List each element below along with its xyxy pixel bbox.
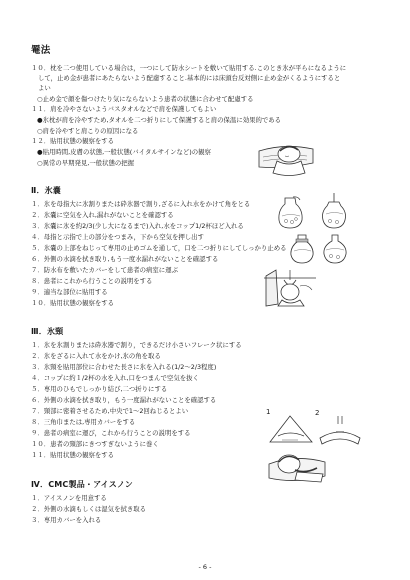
list-item: ３．専用カバーを入れる	[31, 516, 102, 524]
list-item: ９．適当な部位に貼用する	[31, 288, 108, 296]
list-item: １．氷を母指大に氷割りまたは砕氷器で割り,ざるに入れ水をかけて角をとる	[31, 200, 251, 208]
ice-bag-filled-illustration	[320, 233, 350, 265]
intro-line: ○異常の早期発見,一般状態の把握	[37, 159, 135, 167]
intro-line: ○肩を冷やすと肩こりの原因になる	[37, 127, 139, 135]
ice-neck-patient-illustration	[265, 446, 331, 486]
list-item: ２．氷嚢に空気を入れ,漏れがないことを確認する	[31, 211, 174, 219]
list-item: １．アイスノンを用意する	[31, 494, 107, 502]
list-item: ３．氷頸を貼用部位に合わせた長さに氷を入れる(1/2〜2/3程度)	[31, 363, 217, 371]
list-item: ９．患者の病室に運び，これから行うことの説明をする	[31, 429, 191, 437]
section-heading: Ⅲ．氷頸	[31, 327, 64, 336]
list-item: ２．外側の水滴もしくは湿気を拭き取る	[31, 505, 147, 513]
list-item: ４．コップに約１/2杯の水を入れ,口をつまんで空気を抜く	[31, 374, 199, 382]
figure-label: 1	[266, 408, 271, 416]
list-item: ６．外側の水滴を拭き取り，もう一度漏れがないことを確認する	[31, 396, 217, 404]
list-item: ５．氷嚢の上部をねじって専用の止めゴムを通して，口を二つ折りにしてしっかり止める	[31, 244, 287, 252]
list-item: ７．頸部に密着させるため,中央で1〜2回ねじるとよい	[31, 407, 189, 415]
ice-bag-tied-illustration	[319, 192, 349, 230]
intro-line: ●氷枕が肩を冷やすため,タオルを二つ折りにして保護すると肩の保温に効果的である	[37, 116, 282, 124]
section-heading: Ⅳ．CMC製品・アイスノン	[31, 480, 133, 489]
intro-line: １２．貼用状態の観察をする	[31, 137, 115, 145]
list-item: １０．貼用状態の観察をする	[31, 299, 115, 307]
ice-bag-forehead-illustration	[260, 268, 322, 308]
figure-label: 2	[315, 409, 320, 417]
intro-line: １１．肩を冷やさないようバスタオルなどで肩を保護してもよい	[31, 105, 217, 113]
intro-line: ○止め金で顔を傷つけたり気にならないよう患者の状態に合わせて配慮する	[37, 95, 254, 103]
intro-line: よい	[38, 84, 51, 92]
list-item: ８．三角巾または,専用カバーをする	[31, 418, 136, 426]
list-item: ６．外側の水滴を拭き取り,もう一度水漏れがないことを確認する	[31, 255, 219, 263]
list-item: １０．患者の頸部にきつすぎないように巻く	[31, 440, 159, 448]
list-item: １１．貼用状態の観察をする	[31, 451, 115, 459]
intro-line: ●貼用時間,皮膚の状態,一般状態(バイタルサインなど)の観察	[37, 148, 211, 156]
page-number: - 6 -	[198, 563, 212, 571]
ice-bag-hand-illustration	[276, 196, 306, 230]
section-heading: Ⅱ．氷嚢	[31, 186, 62, 195]
section-title: 罨法	[31, 45, 51, 56]
list-item: ８．患者にこれから行うことの説明をする	[31, 277, 153, 285]
list-item: ４．母指と示指で上の部分をつまみ，下から空気を押し出す	[31, 233, 204, 241]
list-item: ３．氷嚢に氷を約2/3(少し大になるまで)入れ,水をコップ1/2杯ほど入れる	[31, 222, 244, 230]
list-item: ５．専用のひもでしっかり結び,二つ折りにする	[31, 385, 168, 393]
ice-pillow-patient-illustration	[255, 137, 317, 179]
ice-neck-twist-illustration	[318, 412, 362, 446]
intro-line: １０．枕を二つ使用している場合は，一つにして防水シートを敷いて貼用する.このとき氷が平らになるように	[31, 64, 347, 72]
list-item: ７．防水布を敷いたカバーをして患者の病室に運ぶ	[31, 266, 178, 274]
list-item: １．氷を氷割りまたは砕氷器で割り，できるだけ小さいフレーク状にする	[31, 341, 242, 349]
ice-neck-pack-illustration	[268, 412, 314, 446]
intro-line: して，止め金が患者にあたらないよう配慮すること.基本的には床頭台反対側に止め金がくるようにすると	[38, 74, 341, 82]
list-item: ２．氷をざるに入れて水をかけ,氷の角を取る	[31, 352, 161, 360]
ice-bag-clip-illustration	[287, 233, 317, 265]
